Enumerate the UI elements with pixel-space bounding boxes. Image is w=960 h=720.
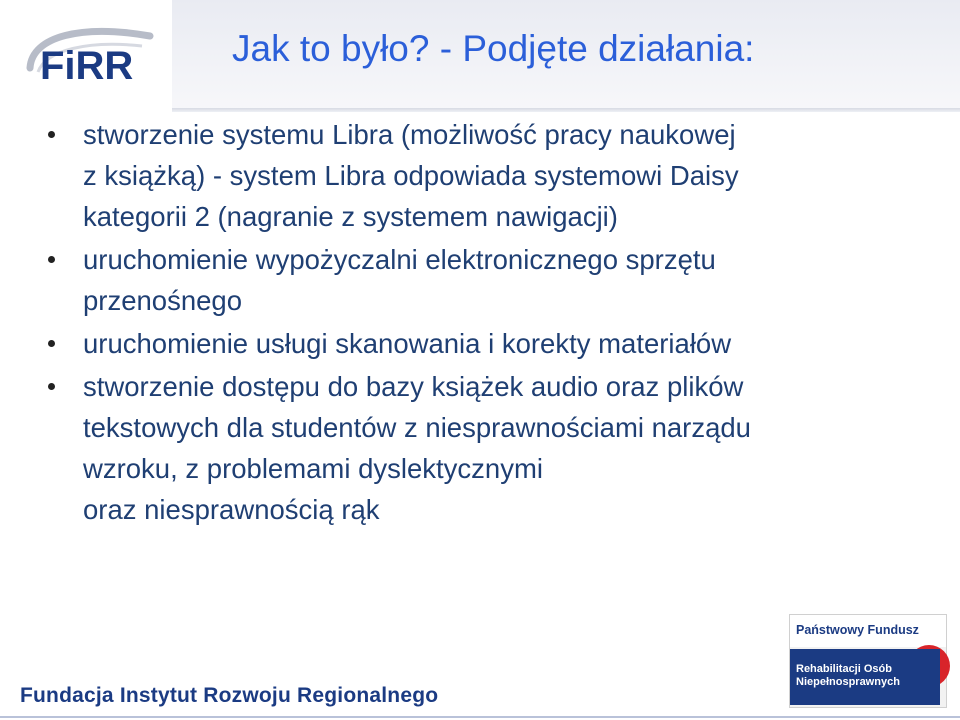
bullet-line: oraz niesprawnością rąk	[83, 494, 380, 525]
bullet-line: z książką) - system Libra odpowiada systemowi Daisy	[83, 160, 739, 191]
bullet-line: uruchomienie wypożyczalni elektronicznego sprzętu	[83, 244, 716, 275]
bullet-line: uruchomienie usługi skanowania i korekty materiałów	[83, 328, 732, 359]
page-title: Jak to było? - Podjęte działania:	[232, 28, 755, 69]
list-item	[40, 323, 940, 364]
pfron-logo-line1: Państwowy Fundusz	[796, 623, 919, 637]
pfron-logo-band	[790, 649, 940, 705]
firr-logo	[22, 22, 172, 92]
bullet-dot-icon	[48, 340, 55, 347]
bullet-list	[40, 114, 940, 532]
list-item	[40, 114, 940, 237]
bullet-line: kategorii 2 (nagranie z systemem nawigacji)	[83, 201, 618, 232]
pfron-logo-line3: Niepełnosprawnych	[796, 676, 900, 688]
footer-organization: Fundacja Instytut Rozwoju Regionalnego	[20, 684, 439, 707]
bullet-line: tekstowych dla studentów z niesprawnościami narządu	[83, 412, 751, 443]
list-item	[40, 366, 940, 530]
firr-logo-text: FiRR	[40, 44, 134, 88]
list-item	[40, 239, 940, 321]
bullet-line: wzroku, z problemami dyslektycznymi	[83, 453, 543, 484]
header-band-shadow	[172, 108, 960, 112]
bullet-dot-icon	[48, 383, 55, 390]
pfron-logo	[789, 614, 947, 708]
bullet-line: stworzenie systemu Libra (możliwość pracy naukowej	[83, 119, 736, 150]
bullet-dot-icon	[48, 256, 55, 263]
bullet-line: przenośnego	[83, 285, 243, 316]
bullet-dot-icon	[48, 131, 55, 138]
bullet-line: stworzenie dostępu do bazy książek audio oraz plików	[83, 371, 744, 402]
pfron-logo-line2: Rehabilitacji Osób	[796, 663, 892, 675]
footer-divider	[0, 716, 960, 718]
